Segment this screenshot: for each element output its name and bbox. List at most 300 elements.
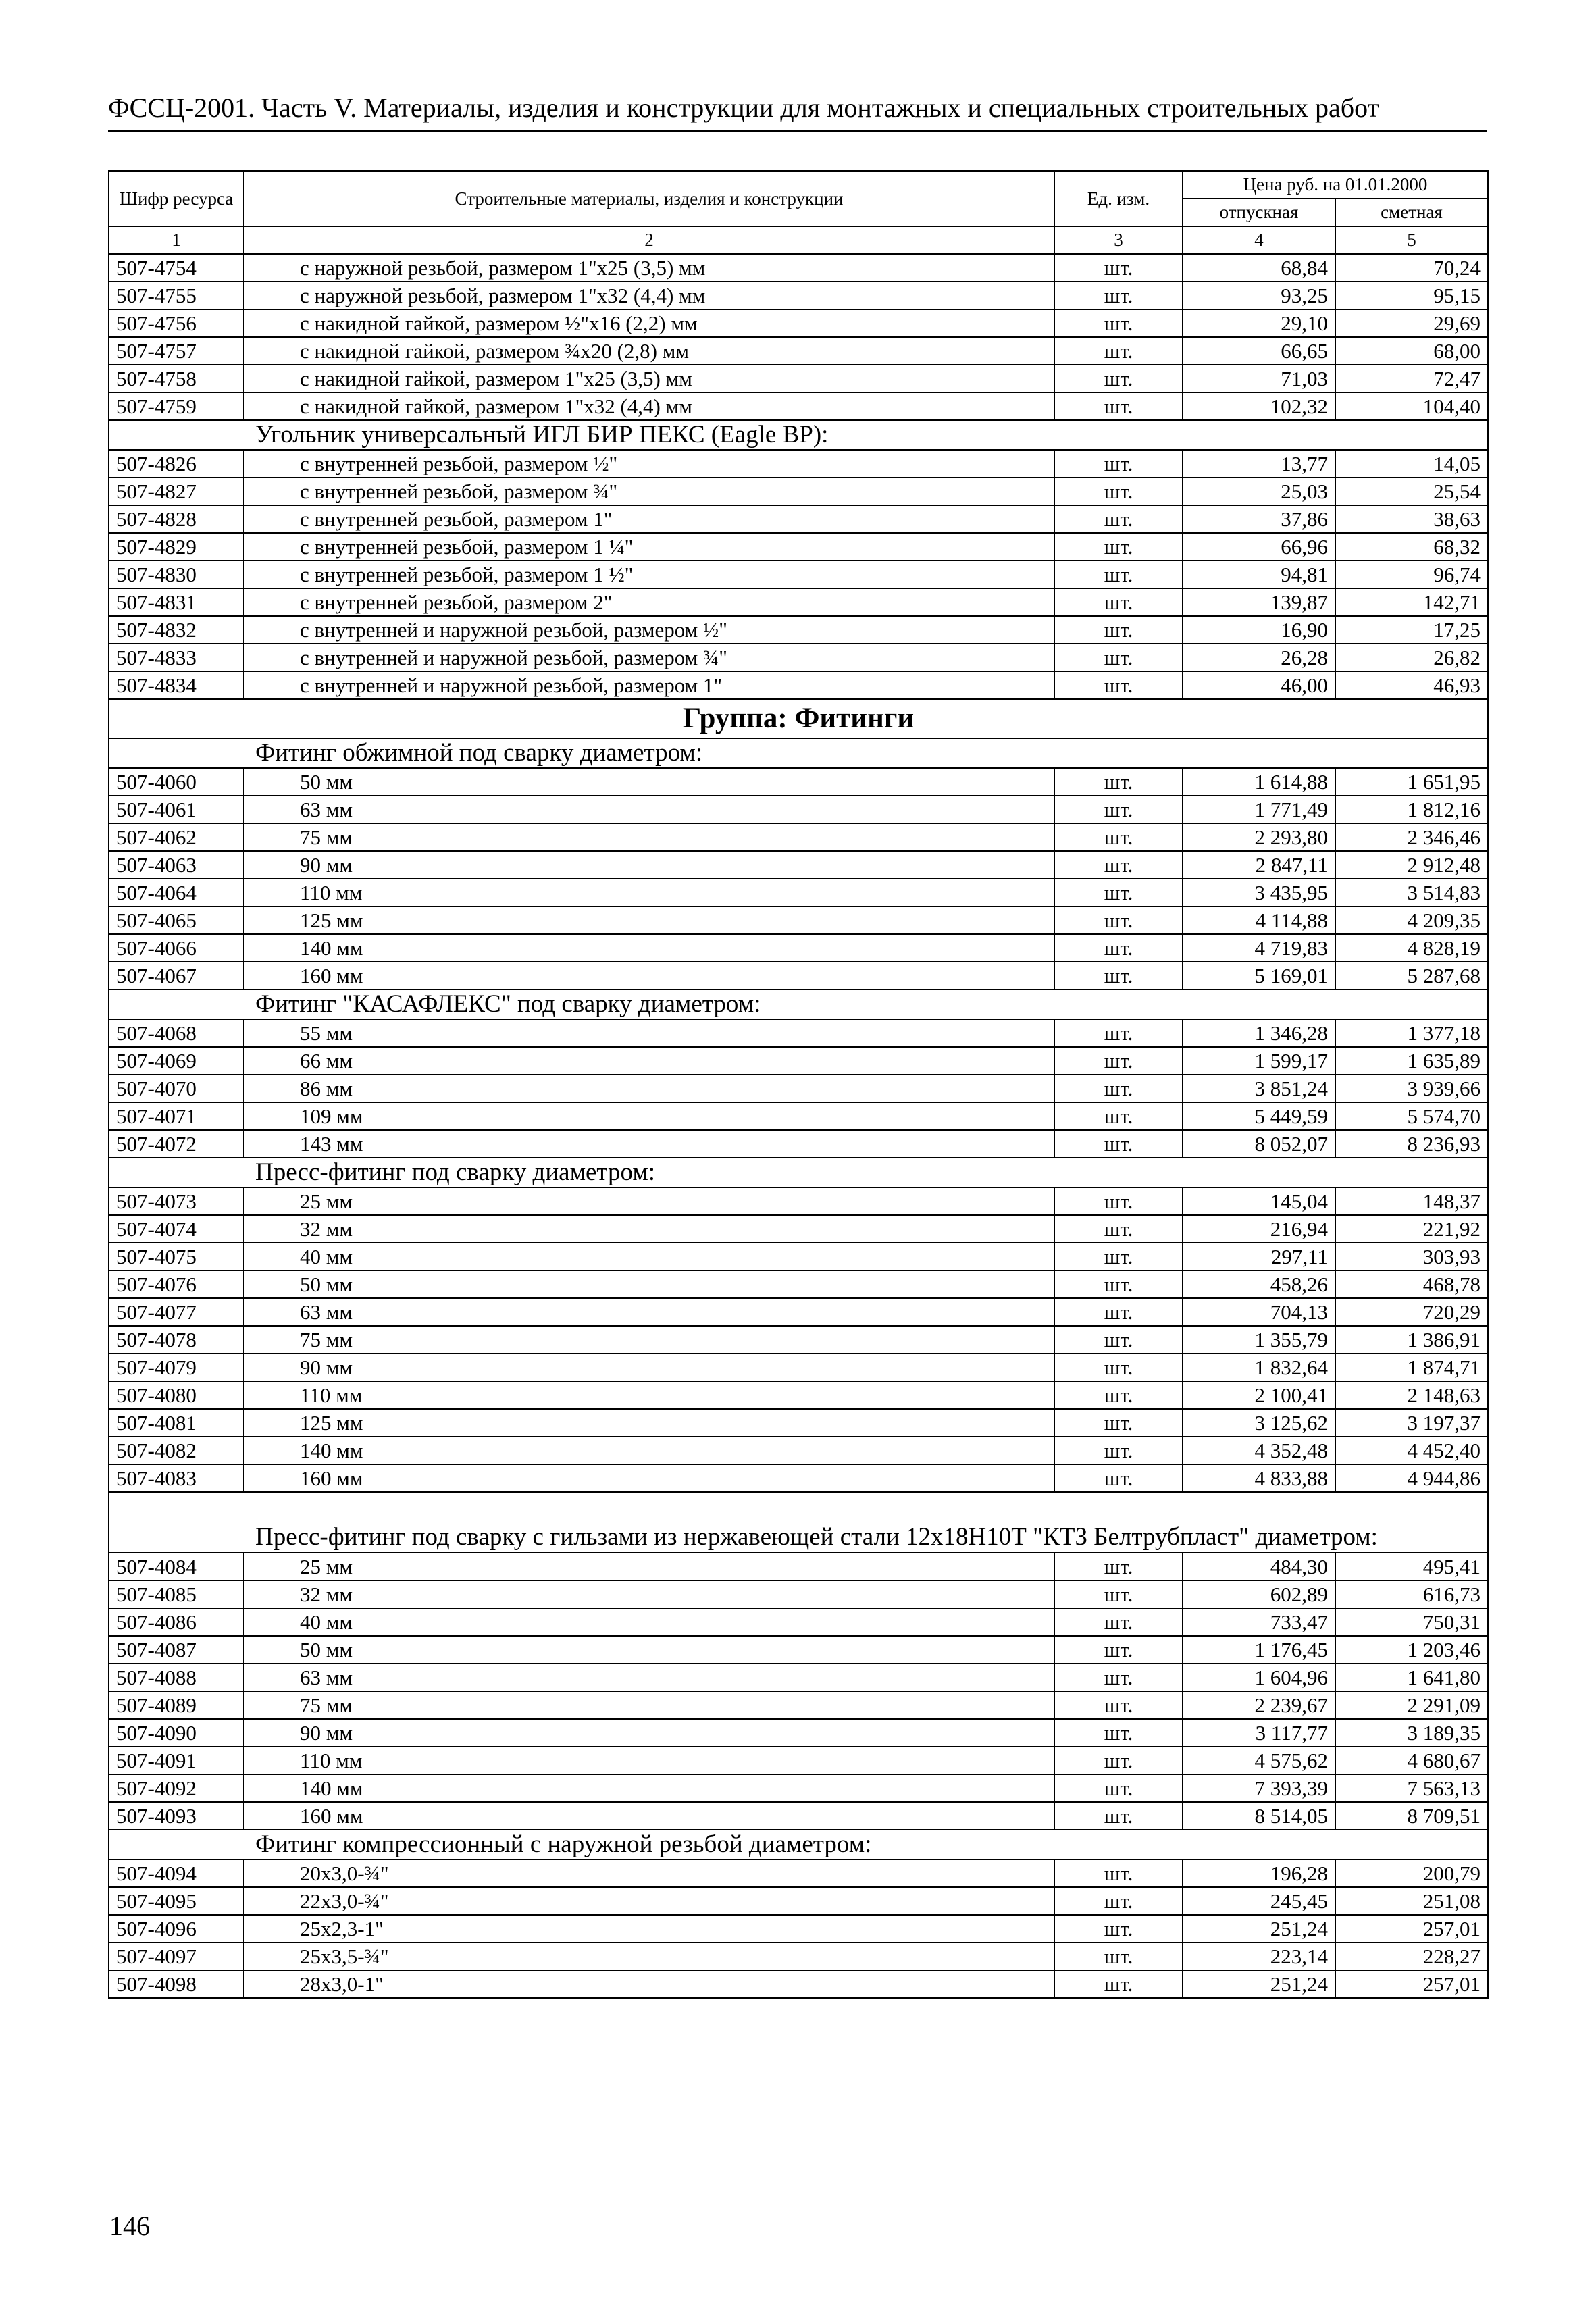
unit: шт.: [1054, 1608, 1183, 1636]
material-name: 140 мм: [244, 1774, 1054, 1802]
unit: шт.: [1054, 1887, 1183, 1915]
material-name: с накидной гайкой, размером ½"х16 (2,2) мм: [244, 309, 1054, 337]
estimate-price: 14,05: [1335, 450, 1488, 478]
col-number-1: 1: [109, 226, 244, 254]
table-row: [109, 616, 1488, 644]
estimate-price: 200,79: [1335, 1859, 1488, 1887]
material-name: 66 мм: [244, 1047, 1054, 1075]
resource-code: 507-4073: [109, 1187, 244, 1215]
resource-code: 507-4757: [109, 337, 244, 365]
estimate-price: 4 944,86: [1335, 1464, 1488, 1492]
resource-code: 507-4098: [109, 1970, 244, 1998]
unit: шт.: [1054, 1075, 1183, 1102]
release-price: 102,32: [1183, 392, 1335, 420]
unit: шт.: [1054, 392, 1183, 420]
release-price: 8 514,05: [1183, 1802, 1335, 1830]
estimate-price: 68,32: [1335, 533, 1488, 561]
release-price: 1 832,64: [1183, 1354, 1335, 1381]
material-name: 55 мм: [244, 1019, 1054, 1047]
group-heading-row: [109, 699, 1488, 738]
material-name: 90 мм: [244, 1719, 1054, 1747]
resource-code: 507-4090: [109, 1719, 244, 1747]
table-row: [109, 1381, 1488, 1409]
unit: шт.: [1054, 823, 1183, 851]
table-row: [109, 1887, 1488, 1915]
unit: шт.: [1054, 879, 1183, 906]
page-header-title: ФССЦ-2001. Часть V. Материалы, изделия и конструкции для монтажных и специальных строительных работ: [108, 93, 1380, 123]
table-row: [109, 1019, 1488, 1047]
release-price: 46,00: [1183, 671, 1335, 699]
resource-code: 507-4759: [109, 392, 244, 420]
estimate-price: 1 377,18: [1335, 1019, 1488, 1047]
material-name: 20х3,0-¾": [244, 1859, 1054, 1887]
col-number-2: 2: [244, 226, 1054, 254]
material-name: 32 мм: [244, 1580, 1054, 1608]
material-name: 63 мм: [244, 1298, 1054, 1326]
col-number-4: 4: [1183, 226, 1335, 254]
release-price: 2 293,80: [1183, 823, 1335, 851]
resource-code: 507-4096: [109, 1915, 244, 1943]
unit: шт.: [1054, 906, 1183, 934]
resource-code: 507-4826: [109, 450, 244, 478]
page-number: 146: [109, 2211, 150, 2241]
resource-code: 507-4077: [109, 1298, 244, 1326]
unit: шт.: [1054, 478, 1183, 505]
material-name: 50 мм: [244, 1636, 1054, 1664]
subheading-row: [109, 1158, 1488, 1187]
table-row: [109, 588, 1488, 616]
material-name: 40 мм: [244, 1608, 1054, 1636]
table-row: [109, 1664, 1488, 1691]
material-name: 110 мм: [244, 1747, 1054, 1774]
material-name: 160 мм: [244, 962, 1054, 989]
header-unit: Ед. изм.: [1054, 171, 1183, 226]
unit: шт.: [1054, 1553, 1183, 1580]
table-row: [109, 1298, 1488, 1326]
material-name: с внутренней резьбой, размером 1": [244, 505, 1054, 533]
material-name: 75 мм: [244, 823, 1054, 851]
table-row: [109, 1691, 1488, 1719]
table-row: [109, 906, 1488, 934]
estimate-price: 616,73: [1335, 1580, 1488, 1608]
material-name: с внутренней резьбой, размером ¾": [244, 478, 1054, 505]
release-price: 145,04: [1183, 1187, 1335, 1215]
table-row: [109, 365, 1488, 392]
release-price: 66,96: [1183, 533, 1335, 561]
table-row: [109, 1464, 1488, 1492]
table-row: [109, 1636, 1488, 1664]
release-price: 2 239,67: [1183, 1691, 1335, 1719]
material-name: 143 мм: [244, 1130, 1054, 1158]
estimate-price: 4 452,40: [1335, 1437, 1488, 1464]
estimate-price: 720,29: [1335, 1298, 1488, 1326]
material-name: 86 мм: [244, 1075, 1054, 1102]
resource-code: 507-4093: [109, 1802, 244, 1830]
release-price: 7 393,39: [1183, 1774, 1335, 1802]
table-row: [109, 1915, 1488, 1943]
unit: шт.: [1054, 1243, 1183, 1270]
unit: шт.: [1054, 282, 1183, 309]
table-row: [109, 1243, 1488, 1270]
estimate-price: 68,00: [1335, 337, 1488, 365]
estimate-price: 1 203,46: [1335, 1636, 1488, 1664]
resource-code: 507-4060: [109, 768, 244, 796]
release-price: 94,81: [1183, 561, 1335, 588]
estimate-price: 257,01: [1335, 1970, 1488, 1998]
table-row: [109, 1130, 1488, 1158]
table-row: [109, 1608, 1488, 1636]
estimate-price: 3 514,83: [1335, 879, 1488, 906]
resource-code: 507-4833: [109, 644, 244, 671]
table-row: [109, 1774, 1488, 1802]
estimate-price: 3 939,66: [1335, 1075, 1488, 1102]
estimate-price: 228,27: [1335, 1943, 1488, 1970]
unit: шт.: [1054, 934, 1183, 962]
material-name: 32 мм: [244, 1215, 1054, 1243]
unit: шт.: [1054, 1691, 1183, 1719]
release-price: 1 176,45: [1183, 1636, 1335, 1664]
estimate-price: 8 709,51: [1335, 1802, 1488, 1830]
resource-code: 507-4062: [109, 823, 244, 851]
material-name: 63 мм: [244, 796, 1054, 823]
estimate-price: 142,71: [1335, 588, 1488, 616]
resource-code: 507-4830: [109, 561, 244, 588]
resource-code: 507-4070: [109, 1075, 244, 1102]
unit: шт.: [1054, 1664, 1183, 1691]
release-price: 1 346,28: [1183, 1019, 1335, 1047]
material-name: 75 мм: [244, 1326, 1054, 1354]
release-price: 484,30: [1183, 1553, 1335, 1580]
material-name: с внутренней резьбой, размером 1 ½": [244, 561, 1054, 588]
estimate-price: 5 287,68: [1335, 962, 1488, 989]
unit: шт.: [1054, 1354, 1183, 1381]
subheading-row: [109, 1830, 1488, 1859]
subheading: Угольник универсальный ИГЛ БИР ПЕКС (Eagle BP):: [109, 420, 1488, 450]
unit: шт.: [1054, 254, 1183, 282]
material-name: с внутренней и наружной резьбой, размером ½": [244, 616, 1054, 644]
release-price: 13,77: [1183, 450, 1335, 478]
release-price: 4 719,83: [1183, 934, 1335, 962]
subheading: Фитинг обжимной под сварку диаметром:: [109, 738, 1488, 768]
resource-code: 507-4079: [109, 1354, 244, 1381]
material-name: 25х2,3-1": [244, 1915, 1054, 1943]
release-price: 68,84: [1183, 254, 1335, 282]
table-row: [109, 671, 1488, 699]
unit: шт.: [1054, 671, 1183, 699]
resource-code: 507-4061: [109, 796, 244, 823]
table-row: [109, 934, 1488, 962]
resource-code: 507-4068: [109, 1019, 244, 1047]
table-row: [109, 282, 1488, 309]
unit: шт.: [1054, 1187, 1183, 1215]
release-price: 196,28: [1183, 1859, 1335, 1887]
release-price: 2 847,11: [1183, 851, 1335, 879]
unit: шт.: [1054, 1381, 1183, 1409]
estimate-price: 8 236,93: [1335, 1130, 1488, 1158]
resource-code: 507-4082: [109, 1437, 244, 1464]
col-number-3: 3: [1054, 226, 1183, 254]
unit: шт.: [1054, 962, 1183, 989]
estimate-price: 70,24: [1335, 254, 1488, 282]
resource-code: 507-4092: [109, 1774, 244, 1802]
header-estimate-price: сметная: [1335, 199, 1488, 226]
unit: шт.: [1054, 1636, 1183, 1664]
material-name: 25 мм: [244, 1187, 1054, 1215]
release-price: 139,87: [1183, 588, 1335, 616]
table-header-row: [109, 171, 1488, 199]
release-price: 1 599,17: [1183, 1047, 1335, 1075]
estimate-price: 3 189,35: [1335, 1719, 1488, 1747]
resource-code: 507-4072: [109, 1130, 244, 1158]
estimate-price: 17,25: [1335, 616, 1488, 644]
resource-code: 507-4080: [109, 1381, 244, 1409]
resource-code: 507-4063: [109, 851, 244, 879]
table-row: [109, 1215, 1488, 1243]
table-row: [109, 254, 1488, 282]
release-price: 3 125,62: [1183, 1409, 1335, 1437]
header-price: Цена руб. на 01.01.2000: [1183, 171, 1488, 199]
subheading: Пресс-фитинг под сварку диаметром:: [109, 1158, 1488, 1187]
table-row: [109, 1747, 1488, 1774]
material-name: с наружной резьбой, размером 1"х25 (3,5) мм: [244, 254, 1054, 282]
resource-code: 507-4094: [109, 1859, 244, 1887]
unit: шт.: [1054, 1019, 1183, 1047]
material-name: 25х3,5-¾": [244, 1943, 1054, 1970]
unit: шт.: [1054, 561, 1183, 588]
release-price: 245,45: [1183, 1887, 1335, 1915]
material-name: 25 мм: [244, 1553, 1054, 1580]
estimate-price: 72,47: [1335, 365, 1488, 392]
resource-code: 507-4083: [109, 1464, 244, 1492]
resource-code: 507-4091: [109, 1747, 244, 1774]
unit: шт.: [1054, 1298, 1183, 1326]
unit: шт.: [1054, 1747, 1183, 1774]
unit: шт.: [1054, 1802, 1183, 1830]
release-price: 8 052,07: [1183, 1130, 1335, 1158]
material-name: 22х3,0-¾": [244, 1887, 1054, 1915]
resource-code: 507-4756: [109, 309, 244, 337]
resource-code: 507-4088: [109, 1664, 244, 1691]
estimate-price: 104,40: [1335, 392, 1488, 420]
estimate-price: 251,08: [1335, 1887, 1488, 1915]
unit: шт.: [1054, 1719, 1183, 1747]
release-price: 1 355,79: [1183, 1326, 1335, 1354]
table-row: [109, 1580, 1488, 1608]
estimate-price: 26,82: [1335, 644, 1488, 671]
table-row: [109, 478, 1488, 505]
estimate-price: 3 197,37: [1335, 1409, 1488, 1437]
table-row: [109, 505, 1488, 533]
table-row: [109, 1553, 1488, 1580]
resource-code: 507-4086: [109, 1608, 244, 1636]
table-row: [109, 533, 1488, 561]
release-price: 29,10: [1183, 309, 1335, 337]
estimate-price: 7 563,13: [1335, 1774, 1488, 1802]
estimate-price: 303,93: [1335, 1243, 1488, 1270]
resource-code: 507-4067: [109, 962, 244, 989]
material-name: 140 мм: [244, 934, 1054, 962]
material-name: с внутренней и наружной резьбой, размером ¾": [244, 644, 1054, 671]
subheading: Фитинг "КАСАФЛЕКС" под сварку диаметром:: [109, 989, 1488, 1019]
release-price: 66,65: [1183, 337, 1335, 365]
table-row: [109, 392, 1488, 420]
unit: шт.: [1054, 337, 1183, 365]
release-price: 93,25: [1183, 282, 1335, 309]
release-price: 1 614,88: [1183, 768, 1335, 796]
unit: шт.: [1054, 1774, 1183, 1802]
material-name: 125 мм: [244, 906, 1054, 934]
material-name: с накидной гайкой, размером 1"х32 (4,4) мм: [244, 392, 1054, 420]
table-row: [109, 1437, 1488, 1464]
resource-code: 507-4089: [109, 1691, 244, 1719]
table-row: [109, 644, 1488, 671]
subheading-row: [109, 1492, 1488, 1553]
unit: шт.: [1054, 616, 1183, 644]
material-name: с внутренней резьбой, размером 2": [244, 588, 1054, 616]
material-name: 90 мм: [244, 1354, 1054, 1381]
resource-code: 507-4069: [109, 1047, 244, 1075]
subheading: Пресс-фитинг под сварку с гильзами из нержавеющей стали 12х18Н10Т "КТЗ Белтрубпласт" диаметром:: [109, 1492, 1488, 1553]
estimate-price: 5 574,70: [1335, 1102, 1488, 1130]
table-row: [109, 962, 1488, 989]
table-row: [109, 1354, 1488, 1381]
release-price: 2 100,41: [1183, 1381, 1335, 1409]
subheading-row: [109, 738, 1488, 768]
unit: шт.: [1054, 1943, 1183, 1970]
unit: шт.: [1054, 644, 1183, 671]
table-row: [109, 1187, 1488, 1215]
resource-code: 507-4834: [109, 671, 244, 699]
unit: шт.: [1054, 309, 1183, 337]
release-price: 1 604,96: [1183, 1664, 1335, 1691]
table-row: [109, 879, 1488, 906]
unit: шт.: [1054, 851, 1183, 879]
table-row: [109, 450, 1488, 478]
header-rule: [108, 130, 1487, 132]
resource-code: 507-4828: [109, 505, 244, 533]
estimate-price: 2 346,46: [1335, 823, 1488, 851]
resource-code: 507-4076: [109, 1270, 244, 1298]
unit: шт.: [1054, 1130, 1183, 1158]
release-price: 4 114,88: [1183, 906, 1335, 934]
release-price: 16,90: [1183, 616, 1335, 644]
material-name: с внутренней и наружной резьбой, размером 1": [244, 671, 1054, 699]
release-price: 3 117,77: [1183, 1719, 1335, 1747]
release-price: 1 771,49: [1183, 796, 1335, 823]
estimate-price: 4 680,67: [1335, 1747, 1488, 1774]
estimate-price: 2 148,63: [1335, 1381, 1488, 1409]
col-number-5: 5: [1335, 226, 1488, 254]
subheading-row: [109, 420, 1488, 450]
estimate-price: 4 209,35: [1335, 906, 1488, 934]
table-row: [109, 561, 1488, 588]
material-name: 75 мм: [244, 1691, 1054, 1719]
estimate-price: 1 641,80: [1335, 1664, 1488, 1691]
unit: шт.: [1054, 1215, 1183, 1243]
unit: шт.: [1054, 1970, 1183, 1998]
header-name: Строительные материалы, изделия и конструкции: [244, 171, 1054, 226]
estimate-price: 2 912,48: [1335, 851, 1488, 879]
resource-code: 507-4075: [109, 1243, 244, 1270]
material-name: 160 мм: [244, 1464, 1054, 1492]
header-code: Шифр ресурса: [109, 171, 244, 226]
release-price: 4 352,48: [1183, 1437, 1335, 1464]
material-name: с наружной резьбой, размером 1"х32 (4,4) мм: [244, 282, 1054, 309]
resource-code: 507-4085: [109, 1580, 244, 1608]
unit: шт.: [1054, 1915, 1183, 1943]
release-price: 37,86: [1183, 505, 1335, 533]
table-row: [109, 823, 1488, 851]
resource-code: 507-4827: [109, 478, 244, 505]
group-heading: Группа: Фитинги: [109, 699, 1488, 738]
material-name: 110 мм: [244, 879, 1054, 906]
release-price: 458,26: [1183, 1270, 1335, 1298]
unit: шт.: [1054, 796, 1183, 823]
release-price: 251,24: [1183, 1915, 1335, 1943]
release-price: 4 833,88: [1183, 1464, 1335, 1492]
resource-code: 507-4829: [109, 533, 244, 561]
estimate-price: 4 828,19: [1335, 934, 1488, 962]
resource-code: 507-4071: [109, 1102, 244, 1130]
release-price: 251,24: [1183, 1970, 1335, 1998]
release-price: 5 169,01: [1183, 962, 1335, 989]
unit: шт.: [1054, 1409, 1183, 1437]
resource-code: 507-4754: [109, 254, 244, 282]
estimate-price: 25,54: [1335, 478, 1488, 505]
unit: шт.: [1054, 588, 1183, 616]
material-name: 140 мм: [244, 1437, 1054, 1464]
table-column-numbers: [109, 226, 1488, 254]
resource-code: 507-4832: [109, 616, 244, 644]
material-name: 125 мм: [244, 1409, 1054, 1437]
table-row: [109, 309, 1488, 337]
table-row: [109, 1409, 1488, 1437]
unit: шт.: [1054, 1326, 1183, 1354]
estimate-price: 1 812,16: [1335, 796, 1488, 823]
material-name: 110 мм: [244, 1381, 1054, 1409]
table-row: [109, 1943, 1488, 1970]
release-price: 602,89: [1183, 1580, 1335, 1608]
table-row: [109, 1970, 1488, 1998]
release-price: 223,14: [1183, 1943, 1335, 1970]
subheading-row: [109, 989, 1488, 1019]
estimate-price: 1 651,95: [1335, 768, 1488, 796]
unit: шт.: [1054, 533, 1183, 561]
material-name: с накидной гайкой, размером 1"х25 (3,5) мм: [244, 365, 1054, 392]
estimate-price: 1 386,91: [1335, 1326, 1488, 1354]
unit: шт.: [1054, 505, 1183, 533]
table-row: [109, 1802, 1488, 1830]
estimate-price: 38,63: [1335, 505, 1488, 533]
subheading: Фитинг компрессионный с наружной резьбой диаметром:: [109, 1830, 1488, 1859]
unit: шт.: [1054, 1270, 1183, 1298]
unit: шт.: [1054, 1464, 1183, 1492]
unit: шт.: [1054, 1437, 1183, 1464]
estimate-price: 468,78: [1335, 1270, 1488, 1298]
resource-code: 507-4097: [109, 1943, 244, 1970]
table-row: [109, 851, 1488, 879]
release-price: 5 449,59: [1183, 1102, 1335, 1130]
resource-code: 507-4074: [109, 1215, 244, 1243]
table-row: [109, 1047, 1488, 1075]
material-name: 40 мм: [244, 1243, 1054, 1270]
estimate-price: 96,74: [1335, 561, 1488, 588]
table-row: [109, 796, 1488, 823]
estimate-price: 2 291,09: [1335, 1691, 1488, 1719]
release-price: 4 575,62: [1183, 1747, 1335, 1774]
resource-code: 507-4078: [109, 1326, 244, 1354]
estimate-price: 148,37: [1335, 1187, 1488, 1215]
